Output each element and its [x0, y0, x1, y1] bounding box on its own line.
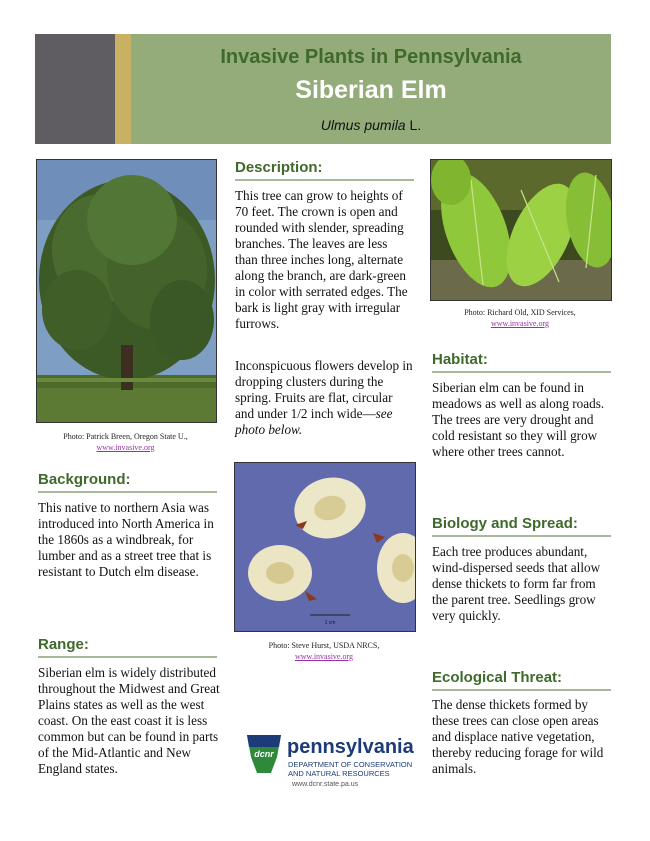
leaves-photo-caption [430, 307, 610, 329]
page-title: Siberian Elm [295, 76, 447, 104]
threat-text: The dense thickets formed by these trees can close open areas and displace native vegetation, thereby reducing forage for wild animals. [432, 697, 604, 776]
biology-text: Each tree produces abundant, wind-dispersed seeds that allow dense thickets to form far from the parent tree. Seedlings grow very quickly. [432, 544, 601, 623]
keystone-icon [245, 733, 283, 775]
description-text-1: This tree can grow to heights of 70 feet. The crown is open and rounded with slender, spreading branches. The leaves are less than three inches long, alternate along the branch, are dark-green in color with serrated edges. The bark is light gray with irregular furrows. [235, 188, 408, 331]
seeds-image [235, 463, 415, 631]
habitat-text: Siberian elm can be found in meadows as well as along roads. The trees are very drought and cold resistant so they will grow where other trees cannot. [432, 380, 605, 459]
dcnr-badge-text: dcnr [254, 749, 274, 759]
threat-heading: Ecological Threat: [432, 669, 611, 691]
seeds-photo-link[interactable]: www.invasive.org [295, 652, 353, 661]
dcnr-logo [245, 733, 415, 793]
tree-image [37, 160, 216, 422]
logo-wordmark: pennsylvania [287, 736, 414, 758]
seeds-photo-caption [234, 640, 414, 662]
description-heading: Description: [235, 159, 414, 181]
seeds-photo-credit: Photo: Steve Hurst, USDA NRCS, [268, 641, 380, 650]
background-heading: Background: [38, 471, 217, 493]
logo-url[interactable]: www.dcnr.state.pa.us [292, 781, 359, 788]
description-text-2 [235, 358, 413, 438]
header-gold-stripe [115, 34, 131, 144]
scientific-name-line [131, 117, 611, 133]
tree-photo-link[interactable]: www.invasive.org [96, 443, 155, 452]
description-text-2-italic: see photo below. [235, 406, 393, 437]
description-text-2-main: Inconspicuous flowers develop in dropping clusters during the spring. Fruits are flat, circular and under 1/2 inch wide— [235, 358, 413, 421]
scientific-author: L. [409, 117, 422, 133]
series-title: Invasive Plants in Pennsylvania [220, 46, 522, 68]
seeds-photo [234, 462, 416, 632]
habitat-heading: Habitat: [432, 351, 611, 373]
biology-heading: Biology and Spread: [432, 515, 611, 537]
leaves-image [431, 160, 611, 300]
leaves-photo-credit: Photo: Richard Old, XID Services, [464, 308, 576, 317]
scientific-name: Ulmus pumila [320, 117, 406, 133]
range-heading: Range: [38, 636, 217, 658]
logo-dept-line-2: AND NATURAL RESOURCES [288, 769, 390, 778]
range-text: Siberian elm is widely distributed throughout the Midwest and Great Plains states as well as the west coast. On the east coast it is less common but can be found in parts of the Mid-Atlantic and New England states. [38, 665, 220, 776]
tree-photo-credit: Photo: Patrick Breen, Oregon State U., [63, 432, 188, 441]
tree-photo-caption [36, 431, 215, 453]
header-gray-block [35, 34, 115, 144]
logo-dept-line-1: DEPARTMENT OF CONSERVATION [288, 760, 413, 769]
leaves-photo [430, 159, 612, 301]
scale-label: 1 cm [324, 620, 336, 626]
background-text: This native to northern Asia was introduced into North America in the 1860s as a windbreak, for lumber and as a street tree that is resistant to Dutch elm disease. [38, 500, 214, 579]
tree-photo [36, 159, 217, 423]
leaves-photo-link[interactable]: www.invasive.org [491, 319, 549, 328]
